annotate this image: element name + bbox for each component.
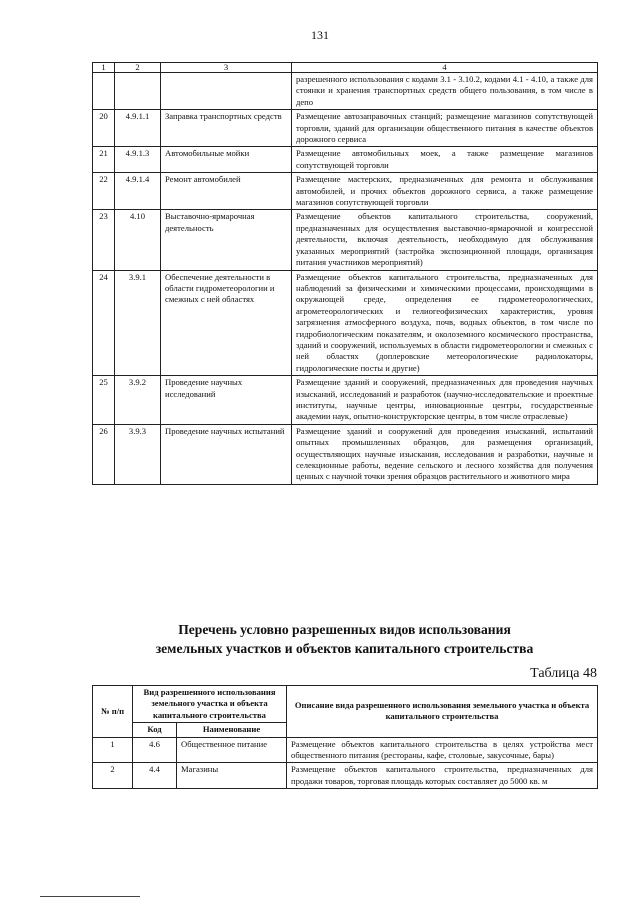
row-name: Общественное питание [177,737,287,763]
footnote-divider [40,896,140,897]
table-row [93,73,598,110]
row-number: 22 [93,173,115,210]
table-row [93,737,598,763]
table-label: Таблица 48 [530,666,597,681]
row-description: Размещение объектов капитального строительства, предназначенных для продажи товаров, торговая площадь которых составляет до 5000 кв. м [287,763,598,789]
row-code: 4.9.1.3 [115,147,161,173]
row-description: Размещение объектов капитального строительства, предназначенных для наблюдений за физическими и химическими процессами, происходящими в окружающей среде, определения ее гидрометеорологических, агрометеорологических и гелиогеофизических характеристик, уровня загрязнения атмосферного воздуха, почв, водных объектов, в том числе по гидробиологическим показателям, и околоземного космического пространства, зданий и сооружений, используемых в области гидрометеорологии и смежных с ней областях (доплеровские метеорологические радиолокаторы, гидрологические посты и другие) [292,270,598,376]
row-number: 24 [93,270,115,376]
row-code [115,73,161,110]
row-number: 26 [93,424,115,484]
row-name: Проведение научных испытаний [161,424,292,484]
row-code: 4.10 [115,210,161,270]
table-row [93,424,598,484]
header-cell: 4 [292,63,598,73]
row-name: Заправка транспортных средств [161,110,292,147]
row-name: Обеспечение деятельности в области гидрометеорологии и смежных с ней областях [161,270,292,376]
table-row [93,147,598,173]
table-header-row [93,63,598,73]
header-cell: 1 [93,63,115,73]
row-name: Автомобильные мойки [161,147,292,173]
table-row [93,376,598,425]
header-description: Описание вида разрешенного использования земельного участка и объекта капитального строительства [287,686,598,738]
row-description: Размещение мастерских, предназначенных для ремонта и обслуживания автомобилей, и прочих объектов дорожного сервиса, а также размещение магазинов сопутствующей торговли [292,173,598,210]
row-code: 4.4 [133,763,177,789]
row-description: Размещение зданий и сооружений, предназначенных для проведения научных изысканий, исследований и разработок (научно-исследовательские и проектные институты, научные центры, инновационные центры, государственные академии наук, опытно-конструкторские центры, в том числе отраслевые) [292,376,598,425]
row-number: 23 [93,210,115,270]
table-row [93,210,598,270]
row-name: Проведение научных исследований [161,376,292,425]
table-row [93,270,598,376]
row-description: разрешенного использования с кодами 3.1 - 3.10.2, кодами 4.1 - 4.10, а также для стоянки и хранения транспортных средств общего пользования, в том числе в депо [292,73,598,110]
row-number: 25 [93,376,115,425]
section-heading-line-2: земельных участков и объектов капитального строительства [155,641,534,656]
row-code: 4.9.1.1 [115,110,161,147]
row-description: Размещение автозаправочных станций; размещение магазинов сопутствующей торговли, зданий для организации общественного питания в качестве объектов дорожного сервиса [292,110,598,147]
row-description: Размещение объектов капитального строительства, сооружений, предназначенных для осуществления выставочно-ярмарочной и конгрессной деятельности, включая деятельность, необходимую для обслуживания указанных мероприятий (застройка экспозиционной площади, организация питания участников мероприятий) [292,210,598,270]
conditional-use-table [92,685,598,789]
row-number [93,73,115,110]
row-name: Магазины [177,763,287,789]
header-code: Код [133,723,177,737]
land-use-table-continued [92,62,598,485]
page-number: 131 [311,28,329,42]
row-code: 3.9.3 [115,424,161,484]
row-number: 1 [93,737,133,763]
section-heading-line-1: Перечень условно разрешенных видов использования [178,622,511,637]
row-code: 4.6 [133,737,177,763]
header-name: Наименование [177,723,287,737]
row-description: Размещение зданий и сооружений для проведения изысканий, испытаний опытных промышленных образцов, для размещения организаций, осуществляющих научные изыскания, исследования и разработки, научные и селекционные работы, ведение сельского и лесного хозяйства для получения ценных с научной точки зрения образцов растительного и животного мира [292,424,598,484]
table-row [93,173,598,210]
row-description: Размещение автомобильных моек, а также размещение магазинов сопутствующей торговли [292,147,598,173]
row-number: 21 [93,147,115,173]
row-number: 20 [93,110,115,147]
row-number: 2 [93,763,133,789]
header-kind: Вид разрешенного использования земельного участка и объекта капитального строительства [133,686,287,723]
header-cell: 2 [115,63,161,73]
row-description: Размещение объектов капитального строительства в целях устройства мест общественного питания (рестораны, кафе, столовые, закусочные, бары) [287,737,598,763]
table-header-row [93,686,598,723]
table-row [93,763,598,789]
row-code: 3.9.2 [115,376,161,425]
header-cell: 3 [161,63,292,73]
row-name: Ремонт автомобилей [161,173,292,210]
section-heading [92,620,597,658]
row-code: 3.9.1 [115,270,161,376]
table-row [93,110,598,147]
header-num: № п/п [93,686,133,738]
row-name: Выставочно-ярмарочная деятельность [161,210,292,270]
row-name [161,73,292,110]
row-code: 4.9.1.4 [115,173,161,210]
